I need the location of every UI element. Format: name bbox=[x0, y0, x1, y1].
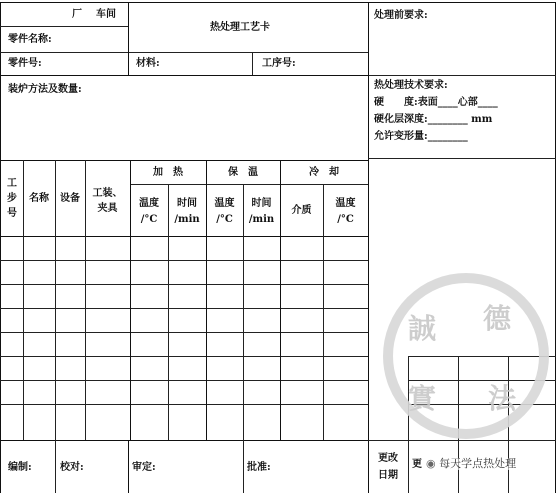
cool-temp-header: 温度 /°C bbox=[335, 198, 356, 225]
svg-text:法: 法 bbox=[488, 382, 517, 415]
compile-label: 编制: bbox=[8, 462, 32, 473]
footer-col bbox=[243, 440, 244, 493]
col-equip-header: 设备 bbox=[60, 193, 80, 204]
svg-text:誠: 誠 bbox=[408, 312, 437, 345]
line-h3 bbox=[0, 75, 368, 76]
col-step-header: 工 步 号 bbox=[7, 178, 17, 219]
line-v-main bbox=[368, 2, 369, 493]
card-title: 热处理工艺卡 bbox=[210, 22, 270, 33]
part-no-label: 零件号: bbox=[8, 58, 42, 69]
distortion-line: 允许变形量:________ bbox=[374, 131, 468, 142]
footer-col bbox=[128, 440, 129, 493]
group-hold-header: 保 温 bbox=[228, 167, 258, 178]
col-tool-header: 工装、 夹具 bbox=[92, 188, 123, 214]
frame-top bbox=[0, 2, 556, 3]
approve-label: 批准: bbox=[247, 462, 271, 473]
hold-temp-header: 温度 /°C bbox=[214, 198, 235, 225]
col-name-header: 名称 bbox=[29, 193, 49, 204]
hardened-depth-line: 硬化层深度:________ mm bbox=[374, 114, 493, 125]
process-no-label: 工序号: bbox=[262, 58, 296, 69]
hardness-line: 硬 度:表面____心部____ bbox=[374, 97, 498, 108]
footer-col bbox=[55, 440, 56, 493]
part-name-label: 零件名称: bbox=[8, 34, 52, 45]
line-table-sub bbox=[130, 184, 368, 185]
review-label: 审定: bbox=[132, 462, 156, 473]
change-label: 更 bbox=[412, 459, 422, 470]
material-label: 材料: bbox=[136, 58, 160, 69]
check-label: 校对: bbox=[60, 462, 84, 473]
watermark-text: 每天学点热处理 bbox=[439, 457, 517, 470]
line-v-header2 bbox=[252, 52, 253, 75]
svg-text:實: 實 bbox=[408, 382, 437, 415]
tech-req-title: 热处理技术要求: bbox=[374, 80, 448, 91]
line-h2 bbox=[0, 52, 368, 53]
col-line bbox=[280, 160, 281, 440]
line-h4 bbox=[368, 75, 556, 76]
wechat-icon: ◉ bbox=[426, 457, 436, 470]
line-v-header1 bbox=[128, 2, 129, 75]
heat-temp-header: 温度 /°C bbox=[139, 198, 159, 225]
pre-treatment-label: 处理前要求: bbox=[374, 10, 428, 21]
workshop-label: 车间 bbox=[96, 9, 116, 20]
heat-time-header: 时间 /min bbox=[174, 198, 200, 225]
watermark-stamp bbox=[378, 268, 553, 443]
line-tech-bottom bbox=[368, 158, 556, 159]
group-cool-header: 冷 却 bbox=[309, 167, 339, 178]
line-h1 bbox=[0, 26, 128, 27]
hold-time-header: 时间 /min bbox=[248, 198, 275, 225]
cool-medium-header: 介质 bbox=[291, 205, 312, 216]
factory-label: 厂 bbox=[72, 9, 82, 20]
wechat-watermark bbox=[424, 458, 518, 470]
group-heat-header: 加 热 bbox=[153, 167, 183, 178]
svg-text:德: 德 bbox=[483, 302, 512, 335]
loading-method-label: 装炉方法及数量: bbox=[8, 84, 82, 95]
change-date-label: 更改 日期 bbox=[378, 453, 398, 481]
